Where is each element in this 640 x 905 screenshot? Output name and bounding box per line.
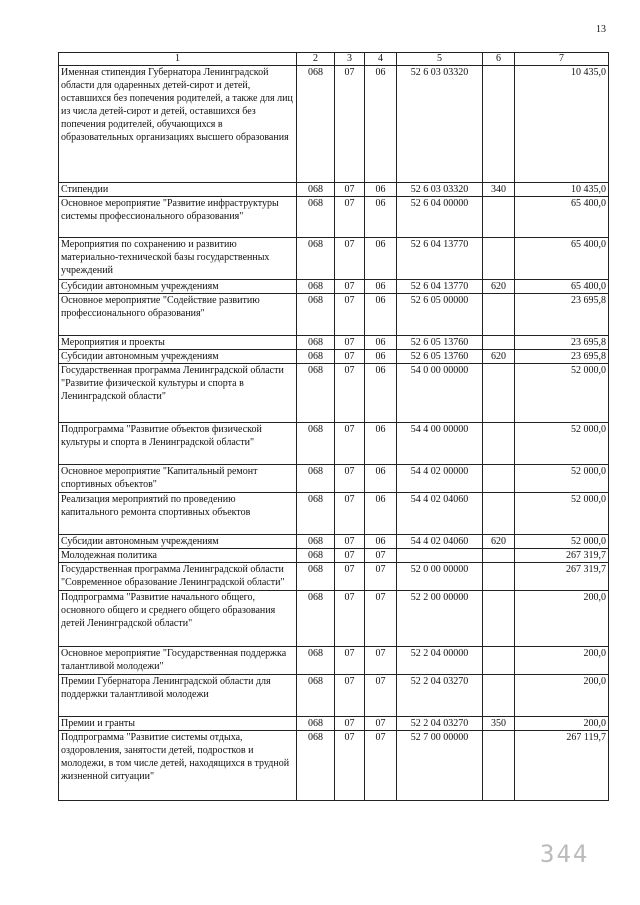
subsection-cell: 06 bbox=[365, 336, 397, 350]
target-article-cell: 52 0 00 00000 bbox=[397, 563, 483, 591]
section-cell: 07 bbox=[335, 563, 365, 591]
subsection-cell: 06 bbox=[365, 350, 397, 364]
row-name-cell: Мероприятия и проекты bbox=[59, 336, 297, 350]
target-article-cell: 52 7 00 00000 bbox=[397, 731, 483, 801]
section-cell: 07 bbox=[335, 675, 365, 717]
expense-type-cell bbox=[483, 336, 515, 350]
amount-cell: 65 400,0 bbox=[515, 197, 609, 238]
table-row bbox=[59, 336, 609, 350]
row-name-cell: Молодежная политика bbox=[59, 549, 297, 563]
expense-type-cell: 620 bbox=[483, 535, 515, 549]
amount-cell: 267 319,7 bbox=[515, 563, 609, 591]
ministry-code-cell: 068 bbox=[297, 675, 335, 717]
section-cell: 07 bbox=[335, 66, 365, 183]
amount-cell: 10 435,0 bbox=[515, 66, 609, 183]
subsection-cell: 06 bbox=[365, 465, 397, 493]
expense-type-cell bbox=[483, 647, 515, 675]
target-article-cell: 54 4 02 00000 bbox=[397, 465, 483, 493]
expense-type-cell bbox=[483, 364, 515, 423]
target-article-cell: 54 4 02 04060 bbox=[397, 493, 483, 535]
budget-table bbox=[58, 52, 609, 801]
amount-cell: 267 119,7 bbox=[515, 731, 609, 801]
table-row bbox=[59, 563, 609, 591]
table-row bbox=[59, 350, 609, 364]
section-cell: 07 bbox=[335, 465, 365, 493]
expense-type-cell bbox=[483, 465, 515, 493]
section-cell: 07 bbox=[335, 350, 365, 364]
ministry-code-cell: 068 bbox=[297, 493, 335, 535]
target-article-cell: 52 6 03 03320 bbox=[397, 183, 483, 197]
target-article-cell: 52 6 04 13770 bbox=[397, 238, 483, 280]
subsection-cell: 06 bbox=[365, 238, 397, 280]
amount-cell: 23 695,8 bbox=[515, 336, 609, 350]
expense-type-cell: 350 bbox=[483, 717, 515, 731]
section-cell: 07 bbox=[335, 364, 365, 423]
target-article-cell: 54 4 00 00000 bbox=[397, 423, 483, 465]
section-cell: 07 bbox=[335, 336, 365, 350]
section-cell: 07 bbox=[335, 535, 365, 549]
target-article-cell: 54 0 00 00000 bbox=[397, 364, 483, 423]
ministry-code-cell: 068 bbox=[297, 535, 335, 549]
table-row bbox=[59, 675, 609, 717]
expense-type-cell bbox=[483, 731, 515, 801]
subsection-cell: 06 bbox=[365, 280, 397, 294]
ministry-code-cell: 068 bbox=[297, 647, 335, 675]
target-article-cell: 52 2 00 00000 bbox=[397, 591, 483, 647]
amount-cell: 200,0 bbox=[515, 647, 609, 675]
ministry-code-cell: 068 bbox=[297, 336, 335, 350]
subsection-cell: 07 bbox=[365, 731, 397, 801]
subsection-cell: 06 bbox=[365, 294, 397, 336]
section-cell: 07 bbox=[335, 717, 365, 731]
section-cell: 07 bbox=[335, 591, 365, 647]
row-name-cell: Субсидии автономным учреждениям bbox=[59, 280, 297, 294]
column-header: 5 bbox=[397, 53, 483, 66]
table-row bbox=[59, 280, 609, 294]
row-name-cell: Субсидии автономным учреждениям bbox=[59, 350, 297, 364]
table-row bbox=[59, 197, 609, 238]
target-article-cell: 52 2 04 00000 bbox=[397, 647, 483, 675]
column-header: 6 bbox=[483, 53, 515, 66]
amount-cell: 200,0 bbox=[515, 675, 609, 717]
header-row bbox=[59, 53, 609, 66]
ministry-code-cell: 068 bbox=[297, 591, 335, 647]
row-name-cell: Подпрограмма "Развитие системы отдыха, оздоровления, занятости детей, подростков и молодежи, в том числе детей, находящихся в трудной жизненной ситуации" bbox=[59, 731, 297, 801]
target-article-cell: 52 6 04 00000 bbox=[397, 197, 483, 238]
expense-type-cell: 620 bbox=[483, 280, 515, 294]
subsection-cell: 06 bbox=[365, 364, 397, 423]
subsection-cell: 07 bbox=[365, 549, 397, 563]
column-header: 7 bbox=[515, 53, 609, 66]
expense-type-cell bbox=[483, 675, 515, 717]
target-article-cell: 52 6 05 13760 bbox=[397, 350, 483, 364]
subsection-cell: 07 bbox=[365, 563, 397, 591]
row-name-cell: Основное мероприятие "Государственная поддержка талантливой молодежи" bbox=[59, 647, 297, 675]
amount-cell: 10 435,0 bbox=[515, 183, 609, 197]
target-article-cell: 52 6 04 13770 bbox=[397, 280, 483, 294]
subsection-cell: 06 bbox=[365, 66, 397, 183]
amount-cell: 23 695,8 bbox=[515, 294, 609, 336]
row-name-cell: Субсидии автономным учреждениям bbox=[59, 535, 297, 549]
ministry-code-cell: 068 bbox=[297, 423, 335, 465]
expense-type-cell: 620 bbox=[483, 350, 515, 364]
amount-cell: 200,0 bbox=[515, 591, 609, 647]
ministry-code-cell: 068 bbox=[297, 238, 335, 280]
table-row bbox=[59, 423, 609, 465]
expense-type-cell: 340 bbox=[483, 183, 515, 197]
expense-type-cell bbox=[483, 66, 515, 183]
amount-cell: 52 000,0 bbox=[515, 465, 609, 493]
subsection-cell: 07 bbox=[365, 591, 397, 647]
section-cell: 07 bbox=[335, 549, 365, 563]
amount-cell: 65 400,0 bbox=[515, 238, 609, 280]
section-cell: 07 bbox=[335, 280, 365, 294]
row-name-cell: Государственная программа Ленинградской области "Развитие физической культуры и спорта в Ленинградской области" bbox=[59, 364, 297, 423]
ministry-code-cell: 068 bbox=[297, 350, 335, 364]
expense-type-cell bbox=[483, 197, 515, 238]
table-row bbox=[59, 294, 609, 336]
row-name-cell: Именная стипендия Губернатора Ленинградской области для одаренных детей-сирот и детей, оставшихся без попечения родителей, а также для лиц из числа детей-сирот и детей, оставшихся без попечения родителей, обучающихся в образовательных организациях высшего образования bbox=[59, 66, 297, 183]
amount-cell: 267 319,7 bbox=[515, 549, 609, 563]
section-cell: 07 bbox=[335, 183, 365, 197]
ministry-code-cell: 068 bbox=[297, 717, 335, 731]
row-name-cell: Подпрограмма "Развитие объектов физической культуры и спорта в Ленинградской области" bbox=[59, 423, 297, 465]
target-article-cell bbox=[397, 549, 483, 563]
table-row bbox=[59, 731, 609, 801]
subsection-cell: 06 bbox=[365, 197, 397, 238]
subsection-cell: 06 bbox=[365, 183, 397, 197]
expense-type-cell bbox=[483, 563, 515, 591]
page-stamp: 344 bbox=[540, 840, 590, 868]
subsection-cell: 06 bbox=[365, 535, 397, 549]
table-row bbox=[59, 647, 609, 675]
subsection-cell: 07 bbox=[365, 675, 397, 717]
row-name-cell: Реализация мероприятий по проведению капитального ремонта спортивных объектов bbox=[59, 493, 297, 535]
column-header: 2 bbox=[297, 53, 335, 66]
ministry-code-cell: 068 bbox=[297, 731, 335, 801]
amount-cell: 23 695,8 bbox=[515, 350, 609, 364]
table-row bbox=[59, 465, 609, 493]
table-row bbox=[59, 66, 609, 183]
row-name-cell: Премии и гранты bbox=[59, 717, 297, 731]
expense-type-cell bbox=[483, 591, 515, 647]
ministry-code-cell: 068 bbox=[297, 66, 335, 183]
column-header: 3 bbox=[335, 53, 365, 66]
ministry-code-cell: 068 bbox=[297, 197, 335, 238]
row-name-cell: Мероприятия по сохранению и развитию материально-технической базы государственных учреждений bbox=[59, 238, 297, 280]
target-article-cell: 52 2 04 03270 bbox=[397, 717, 483, 731]
table-row bbox=[59, 183, 609, 197]
target-article-cell: 52 6 03 03320 bbox=[397, 66, 483, 183]
subsection-cell: 06 bbox=[365, 423, 397, 465]
expense-type-cell bbox=[483, 294, 515, 336]
subsection-cell: 07 bbox=[365, 717, 397, 731]
table-row bbox=[59, 364, 609, 423]
ministry-code-cell: 068 bbox=[297, 280, 335, 294]
row-name-cell: Государственная программа Ленинградской области "Современное образование Ленинградской области" bbox=[59, 563, 297, 591]
row-name-cell: Основное мероприятие "Развитие инфраструктуры системы профессионального образования" bbox=[59, 197, 297, 238]
section-cell: 07 bbox=[335, 197, 365, 238]
page-number: 13 bbox=[596, 24, 606, 35]
table-row bbox=[59, 493, 609, 535]
section-cell: 07 bbox=[335, 423, 365, 465]
row-name-cell: Подпрограмма "Развитие начального общего, основного общего и среднего общего образования детей Ленинградской области" bbox=[59, 591, 297, 647]
expense-type-cell bbox=[483, 423, 515, 465]
section-cell: 07 bbox=[335, 238, 365, 280]
target-article-cell: 52 6 05 13760 bbox=[397, 336, 483, 350]
amount-cell: 65 400,0 bbox=[515, 280, 609, 294]
target-article-cell: 52 2 04 03270 bbox=[397, 675, 483, 717]
expense-type-cell bbox=[483, 238, 515, 280]
expense-type-cell bbox=[483, 549, 515, 563]
table-row bbox=[59, 591, 609, 647]
target-article-cell: 54 4 02 04060 bbox=[397, 535, 483, 549]
subsection-cell: 07 bbox=[365, 647, 397, 675]
subsection-cell: 06 bbox=[365, 493, 397, 535]
amount-cell: 52 000,0 bbox=[515, 535, 609, 549]
column-header: 4 bbox=[365, 53, 397, 66]
table-row bbox=[59, 535, 609, 549]
ministry-code-cell: 068 bbox=[297, 465, 335, 493]
ministry-code-cell: 068 bbox=[297, 294, 335, 336]
section-cell: 07 bbox=[335, 731, 365, 801]
section-cell: 07 bbox=[335, 294, 365, 336]
amount-cell: 52 000,0 bbox=[515, 364, 609, 423]
amount-cell: 52 000,0 bbox=[515, 493, 609, 535]
target-article-cell: 52 6 05 00000 bbox=[397, 294, 483, 336]
table-row bbox=[59, 717, 609, 731]
ministry-code-cell: 068 bbox=[297, 563, 335, 591]
ministry-code-cell: 068 bbox=[297, 364, 335, 423]
row-name-cell: Премии Губернатора Ленинградской области для поддержки талантливой молодежи bbox=[59, 675, 297, 717]
expense-type-cell bbox=[483, 493, 515, 535]
section-cell: 07 bbox=[335, 647, 365, 675]
row-name-cell: Основное мероприятие "Капитальный ремонт спортивных объектов" bbox=[59, 465, 297, 493]
ministry-code-cell: 068 bbox=[297, 183, 335, 197]
table-row bbox=[59, 238, 609, 280]
section-cell: 07 bbox=[335, 493, 365, 535]
amount-cell: 200,0 bbox=[515, 717, 609, 731]
table-row bbox=[59, 549, 609, 563]
row-name-cell: Стипендии bbox=[59, 183, 297, 197]
amount-cell: 52 000,0 bbox=[515, 423, 609, 465]
ministry-code-cell: 068 bbox=[297, 549, 335, 563]
column-header: 1 bbox=[59, 53, 297, 66]
row-name-cell: Основное мероприятие "Содействие развитию профессионального образования" bbox=[59, 294, 297, 336]
